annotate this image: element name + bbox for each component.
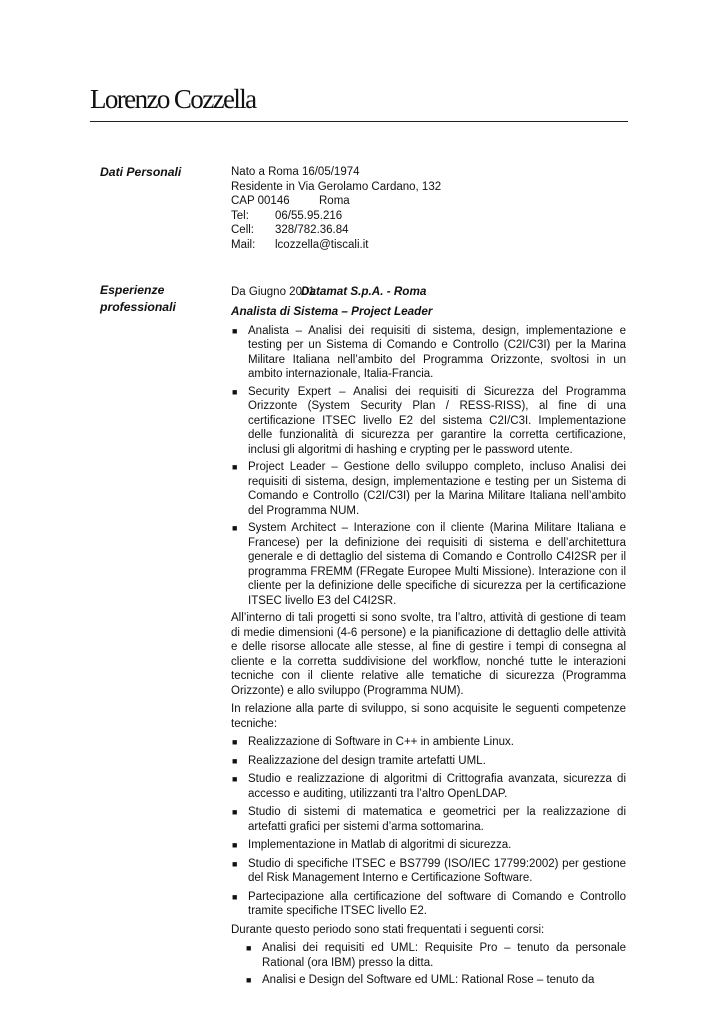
list-item: ■ Project Leader – Gestione dello sviluppo completo, incluso Analisi dei requisiti di sistema, design, implementazione e testing per un Sistema di Comando e Controllo (C2I/C3I) per la Marina Militare Italiana nell’ambito del Programma NUM.	[232, 461, 626, 517]
bullet-icon: ■	[232, 755, 238, 766]
courses-list	[245, 941, 626, 988]
email-row	[231, 238, 626, 253]
list-item: ■ Partecipazione alla certificazione del software di Comando e Controllo tramite specifiche ITSEC livello E2.	[232, 890, 626, 917]
experience-heading-line1: Esperienze	[100, 283, 165, 297]
experience-section-heading	[100, 282, 176, 316]
job-date: Da Giugno 2001	[231, 286, 315, 298]
job-company: Datamat S.p.A. - Roma	[301, 285, 427, 298]
email-label: Mail:	[231, 238, 256, 251]
list-item: ■ Realizzazione del design tramite artefatti UML.	[232, 754, 486, 767]
courses-intro: Durante questo periodo sono stati frequentati i seguenti corsi:	[231, 923, 545, 936]
bullet-icon: ■	[232, 891, 238, 902]
experience-body	[231, 285, 626, 991]
header-divider	[90, 121, 628, 122]
list-item: ■ Security Expert – Analisi dei requisiti di Sicurezza del Programma Orizzonte (System Security Plan / RESS-RISS), al fine di una certificazione ITSEC livello E2 del sistema C2I/C3I. Implementazione delle funzionalità di sicurezza per garantire la corretta certificazione, inclusi gli algoritmi di hashing e crypting per le password utente.	[232, 385, 626, 456]
mobile-number: 328/782.36.84	[275, 224, 349, 236]
list-item: ■ Implementazione in Matlab di algoritmi di sicurezza.	[232, 839, 512, 851]
bullet-icon: ■	[232, 774, 238, 784]
experience-heading-line2: professionali	[100, 300, 176, 314]
list-item: ■ Analista – Analisi dei requisiti di sistema, design, implementazione e testing per un Sistema di Comando e Controllo (C2I/C3I) per la Marina Militare Italiana nell’ambito del Programma Orizzonte, svoltosi in un ambito internazionale, Italia-Francia.	[232, 324, 626, 380]
list-item: ■ Studio di specifiche ITSEC e BS7799 (ISO/IEC 17799:2002) per gestione del Risk Management Interno e Certificazione Software.	[232, 857, 626, 884]
bullet-icon: ■	[246, 975, 252, 985]
email-address: lcozzella@tiscali.it	[275, 238, 369, 251]
bullet-icon: ■	[232, 840, 238, 850]
skills-intro: In relazione alla parte di sviluppo, si sono acquisite le seguenti competenze tecniche:	[231, 703, 626, 730]
team-management-paragraph: All’interno di tali progetti si sono svolte, tra l’altro, attività di gestione di team di medie dimensioni (4-6 persone) e la pianificazione di dettaglio delle attività e delle risorse allocate alle stesse, al fine di gestire i tempi di consegna al cliente e la corretta suddivisione del workflow, nonché tutte le interazioni tecniche con il cliente relative alle tematiche di sicurezza (Programma Orizzonte) e allo sviluppo (Programma NUM).	[231, 612, 626, 697]
bullet-icon: ■	[232, 737, 238, 747]
resume-name: Lorenzo Cozzella	[90, 84, 256, 114]
list-item: ■ Studio di sistemi di matematica e geometrici per la realizzazione di artefatti grafici per sistemi d’arma sottomarina.	[232, 806, 626, 833]
phone-row	[231, 209, 626, 224]
task-list	[231, 324, 626, 609]
bullet-icon: ■	[232, 858, 238, 869]
list-item: ■ Realizzazione di Software in C++ in ambiente Linux.	[232, 736, 514, 748]
personal-section-heading: Dati Personali	[100, 165, 182, 179]
birth-info: Nato a Roma 16/05/1974	[231, 166, 360, 178]
mobile-label: Cell:	[231, 224, 255, 236]
bullet-icon: ■	[232, 523, 238, 533]
bullet-icon: ■	[232, 325, 238, 336]
list-item: ■ Analisi e Design del Software ed UML: Rational Rose – tenuto da	[246, 974, 595, 986]
job-role: Analista di Sistema – Project Leader	[231, 305, 433, 318]
phone-number: 06/55.95.216	[275, 209, 343, 222]
residence-info: Residente in Via Gerolamo Cardano, 132	[231, 180, 442, 193]
skills-list	[231, 735, 626, 919]
job-headline	[231, 285, 626, 303]
personal-details	[231, 165, 626, 252]
postal-code-row	[231, 194, 626, 209]
mobile-row	[231, 223, 626, 238]
list-item: ■ System Architect – Interazione con il cliente (Marina Militare Italiana e Francese) per la definizione dei requisiti di sistema e dell’architettura generale e di dettaglio del sistema di Comando e Controllo C4I2SR per il programma FREMM (FRegate Europee Multi Missione). Interazione con il cliente per la definizione delle specifiche di sicurezza per la certificazione ITSEC livello E3 del C4I2SR.	[232, 522, 626, 607]
list-item: ■ Analisi dei requisiti ed UML: Requisite Pro – tenuto da personale Rational (ora IBM) presso la ditta.	[246, 942, 626, 969]
bullet-icon: ■	[232, 807, 238, 817]
phone-label: Tel:	[231, 209, 249, 222]
postal-code: CAP 00146	[231, 195, 290, 207]
bullet-icon: ■	[232, 462, 238, 472]
bullet-icon: ■	[246, 943, 252, 953]
bullet-icon: ■	[232, 386, 238, 397]
list-item: ■ Studio e realizzazione di algoritmi di Crittografia avanzata, sicurezza di accesso e auditing, utilizzanti tra l’altro OpenLDAP.	[232, 773, 626, 800]
city: Roma	[319, 195, 350, 207]
